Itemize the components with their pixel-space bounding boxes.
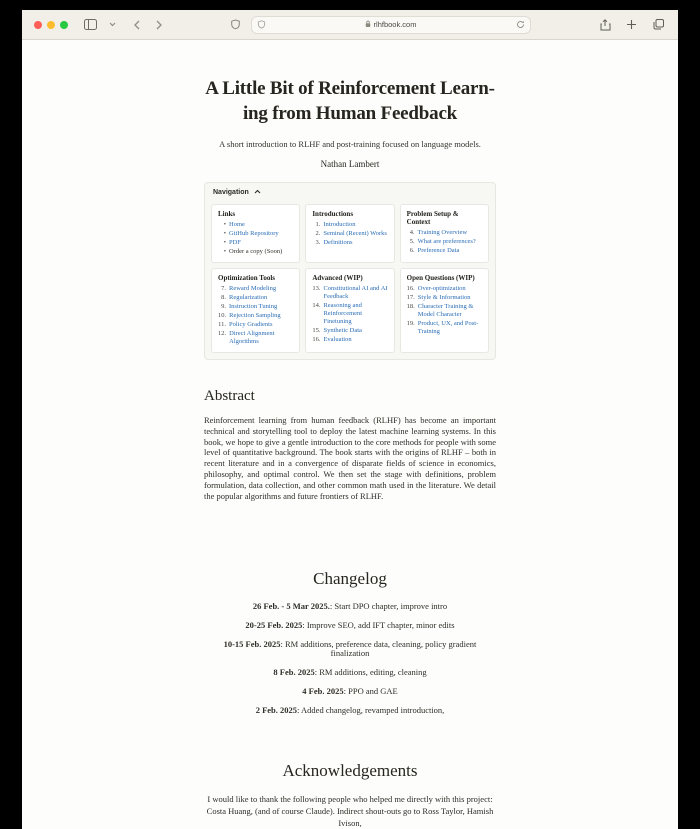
nav-item-marker: 8. [221, 294, 226, 301]
nav-item-link[interactable]: Over-optimization [417, 285, 466, 292]
nav-item-link[interactable]: What are preferences? [417, 238, 476, 245]
abstract-text: Reinforcement learning from human feedback (RLHF) has become an important technical and storytelling tool to deploy the latest machine learning systems. In this book, we hope to give a gentle introduction to the core methods for people with some level of quantitative background. The book starts with the origins of RLHF – both in recent literature and in a convergence of disparate fields of science in economics, philosophy, and optimal control. We then set the stage with definitions, problem formulation, data collection, and other common math used in the literature. We detail the popular algorithms and future frontiers of RLHF. [204, 415, 496, 501]
tab-overview-button[interactable] [651, 19, 666, 31]
nav-item-link[interactable]: Definitions [323, 239, 353, 246]
nav-item [218, 303, 293, 311]
nav-item-marker: 14. [312, 302, 321, 309]
nav-item-marker: 18. [406, 303, 415, 310]
changelog-date: 26 Feb. - 5 Mar 2025. [252, 601, 330, 612]
tab-overview-icon [653, 19, 664, 30]
nav-item-marker: 13. [312, 285, 321, 292]
sidebar-icon [84, 19, 97, 30]
nav-item [218, 248, 293, 256]
changelog-date: 4 Feb. 2025 [302, 686, 344, 697]
back-button[interactable] [132, 20, 142, 30]
nav-item [218, 285, 293, 293]
nav-item-marker: 17. [406, 294, 415, 301]
changelog-text: : Start DPO chapter, improve intro [329, 601, 448, 612]
author-name: Nathan Lambert [320, 159, 380, 169]
nav-item [218, 330, 293, 346]
nav-item-link[interactable]: Character Training & Model Character [417, 303, 474, 318]
address-bar[interactable] [251, 16, 531, 34]
nav-card-title: Introductions [312, 210, 354, 218]
nav-item-marker: 16. [406, 285, 415, 292]
lock-icon [365, 20, 371, 30]
nav-item-marker: 5. [409, 238, 415, 245]
nav-item-link[interactable]: Instruction Tuning [229, 303, 278, 310]
privacy-report-button[interactable] [228, 19, 243, 30]
nav-item-marker: 1. [315, 221, 321, 228]
nav-item-marker: • [223, 221, 226, 228]
navigation-header[interactable] [205, 183, 495, 200]
changelog-list [204, 602, 496, 715]
sidebar-toggle-button[interactable] [82, 19, 99, 30]
nav-item-link[interactable]: Evaluation [323, 336, 352, 343]
nav-item [407, 229, 482, 237]
nav-item-marker: 16. [312, 336, 321, 343]
nav-item-link[interactable]: Home [229, 221, 245, 228]
nav-card [400, 204, 489, 263]
nav-item [218, 239, 293, 247]
share-icon [600, 19, 610, 31]
nav-item-marker: 10. [218, 312, 227, 319]
nav-item [218, 230, 293, 238]
changelog-date: 20-25 Feb. 2025 [245, 620, 303, 631]
nav-item-link[interactable]: Constitutional AI and AI Feedback [323, 285, 388, 300]
close-window-button[interactable] [34, 21, 42, 29]
nav-item-link[interactable]: Rejection Sampling [229, 312, 281, 319]
nav-item-marker: • [223, 230, 226, 237]
nav-card [305, 204, 394, 263]
nav-item-link[interactable]: Preference Data [417, 247, 460, 254]
nav-item [312, 302, 387, 326]
nav-item-link[interactable]: Seminal (Recent) Works [323, 230, 387, 237]
changelog-entry [204, 668, 496, 677]
nav-card [305, 268, 394, 353]
nav-card-title: Links [218, 210, 236, 218]
nav-item-marker: 4. [409, 229, 415, 236]
browser-window [22, 10, 678, 829]
nav-card-title: Advanced (WIP) [312, 274, 363, 282]
changelog-text: : PPO and GAE [343, 686, 398, 697]
changelog-entry [204, 640, 496, 658]
nav-item [312, 285, 387, 301]
nav-grid [205, 200, 495, 359]
nav-item-marker: 9. [221, 303, 226, 310]
navigation-panel [204, 182, 496, 360]
url-text: rlhfbook.com [373, 20, 417, 29]
nav-item-link[interactable]: Training Overview [417, 229, 468, 236]
sidebar-chevron-button[interactable] [107, 22, 118, 27]
page-viewport[interactable] [22, 40, 678, 829]
nav-item-link[interactable]: Product, UX, and Post-Training [417, 320, 479, 335]
nav-card-title: Problem Setup & Context [406, 210, 459, 226]
nav-item-link[interactable]: Regularization [229, 294, 268, 301]
forward-button[interactable] [154, 20, 164, 30]
nav-item-marker: 6. [409, 247, 415, 254]
chevron-down-icon [109, 22, 116, 27]
nav-item-link[interactable]: Policy Gradients [229, 321, 273, 328]
changelog-entry [204, 602, 496, 611]
changelog-date: 2 Feb. 2025 [255, 705, 298, 716]
nav-item [312, 336, 387, 344]
nav-item [407, 303, 482, 319]
nav-item [407, 247, 482, 255]
nav-item [407, 294, 482, 302]
back-icon [134, 20, 140, 30]
page-title-line1: A Little Bit of Reinforcement Learn- [205, 78, 495, 99]
privacy-shield-icon [230, 19, 241, 30]
navigation-label: Navigation [213, 189, 249, 196]
zoom-window-button[interactable] [60, 21, 68, 29]
nav-item-marker: 7. [221, 285, 226, 292]
nav-item [407, 285, 482, 293]
page-title [204, 76, 496, 126]
toolbar-right-actions [598, 19, 666, 31]
changelog-text: : RM additions, preference data, cleaning, policy gradient finalization [280, 639, 477, 659]
changelog-date: 8 Feb. 2025 [273, 667, 315, 678]
nav-item [407, 320, 482, 336]
minimize-window-button[interactable] [47, 21, 55, 29]
nav-item-link[interactable]: Synthetic Data [323, 327, 362, 334]
nav-item-link[interactable]: GitHub Repository [229, 230, 279, 237]
chevron-up-icon [254, 189, 261, 196]
nav-item-link[interactable]: Reasoning and Reinforcement Finetuning [323, 302, 363, 325]
changelog-entry [204, 621, 496, 630]
nav-item [218, 321, 293, 329]
acknowledgements-heading: Acknowledgements [282, 761, 418, 781]
new-tab-button[interactable] [625, 19, 638, 31]
nav-item [218, 221, 293, 229]
nav-item-text: Order a copy (Soon) [229, 248, 283, 255]
changelog-heading: Changelog [313, 569, 387, 589]
changelog-text: : RM additions, editing, cleaning [314, 667, 427, 678]
plus-icon [627, 20, 636, 29]
abstract-heading: Abstract [204, 388, 255, 404]
changelog-entry [204, 687, 496, 696]
nav-card-title: Open Questions (WIP) [406, 274, 475, 282]
nav-card-title: Optimization Tools [218, 274, 275, 282]
page-title-line2: ing from Human Feedback [242, 103, 458, 124]
nav-item-link[interactable]: Reward Modeling [229, 285, 277, 292]
share-button[interactable] [598, 19, 612, 31]
nav-item-marker: • [223, 239, 226, 246]
history-buttons [132, 20, 164, 30]
forward-icon [156, 20, 162, 30]
changelog-date: 10-15 Feb. 2025 [223, 639, 281, 650]
changelog-text: : Improve SEO, add IFT chapter, minor edits [302, 620, 455, 631]
reload-button[interactable] [516, 16, 525, 34]
nav-item-link[interactable]: Introduction [323, 221, 356, 228]
nav-item-link[interactable]: Direct Alignment Algorithms [229, 330, 275, 345]
page-column [204, 40, 496, 829]
nav-item-marker: 12. [218, 330, 227, 337]
nav-item [312, 239, 387, 247]
nav-item-marker: • [223, 248, 226, 255]
nav-item-link[interactable]: Style & Information [417, 294, 471, 301]
nav-item-marker: 2. [315, 230, 321, 237]
window-controls [34, 21, 68, 29]
changelog-text: : Added changelog, revamped introduction, [297, 705, 445, 716]
acknowledgements-text: I would like to thank the following people who helped me directly with this project: Costa Huang, (and of course Claude). Indirect shout-outs go to Ross Taylor, Hamish Ivison, [206, 794, 494, 829]
browser-toolbar [22, 10, 678, 40]
url-text-wrap [266, 20, 516, 30]
nav-item [312, 327, 387, 335]
nav-item [407, 238, 482, 246]
nav-item-marker: 19. [406, 320, 415, 327]
nav-item [218, 312, 293, 320]
page-subtitle: A short introduction to RLHF and post-training focused on language models. [219, 139, 481, 149]
nav-item [312, 230, 387, 238]
nav-item-marker: 11. [218, 321, 226, 328]
nav-card [400, 268, 489, 353]
changelog-entry [204, 706, 496, 715]
nav-item [218, 294, 293, 302]
nav-item-marker: 15. [312, 327, 321, 334]
nav-card [211, 268, 300, 353]
nav-item-link[interactable]: PDF [229, 239, 241, 246]
nav-card [211, 204, 300, 263]
nav-item [312, 221, 387, 229]
nav-item-marker: 3. [315, 239, 321, 246]
website-settings-icon[interactable] [257, 16, 266, 34]
